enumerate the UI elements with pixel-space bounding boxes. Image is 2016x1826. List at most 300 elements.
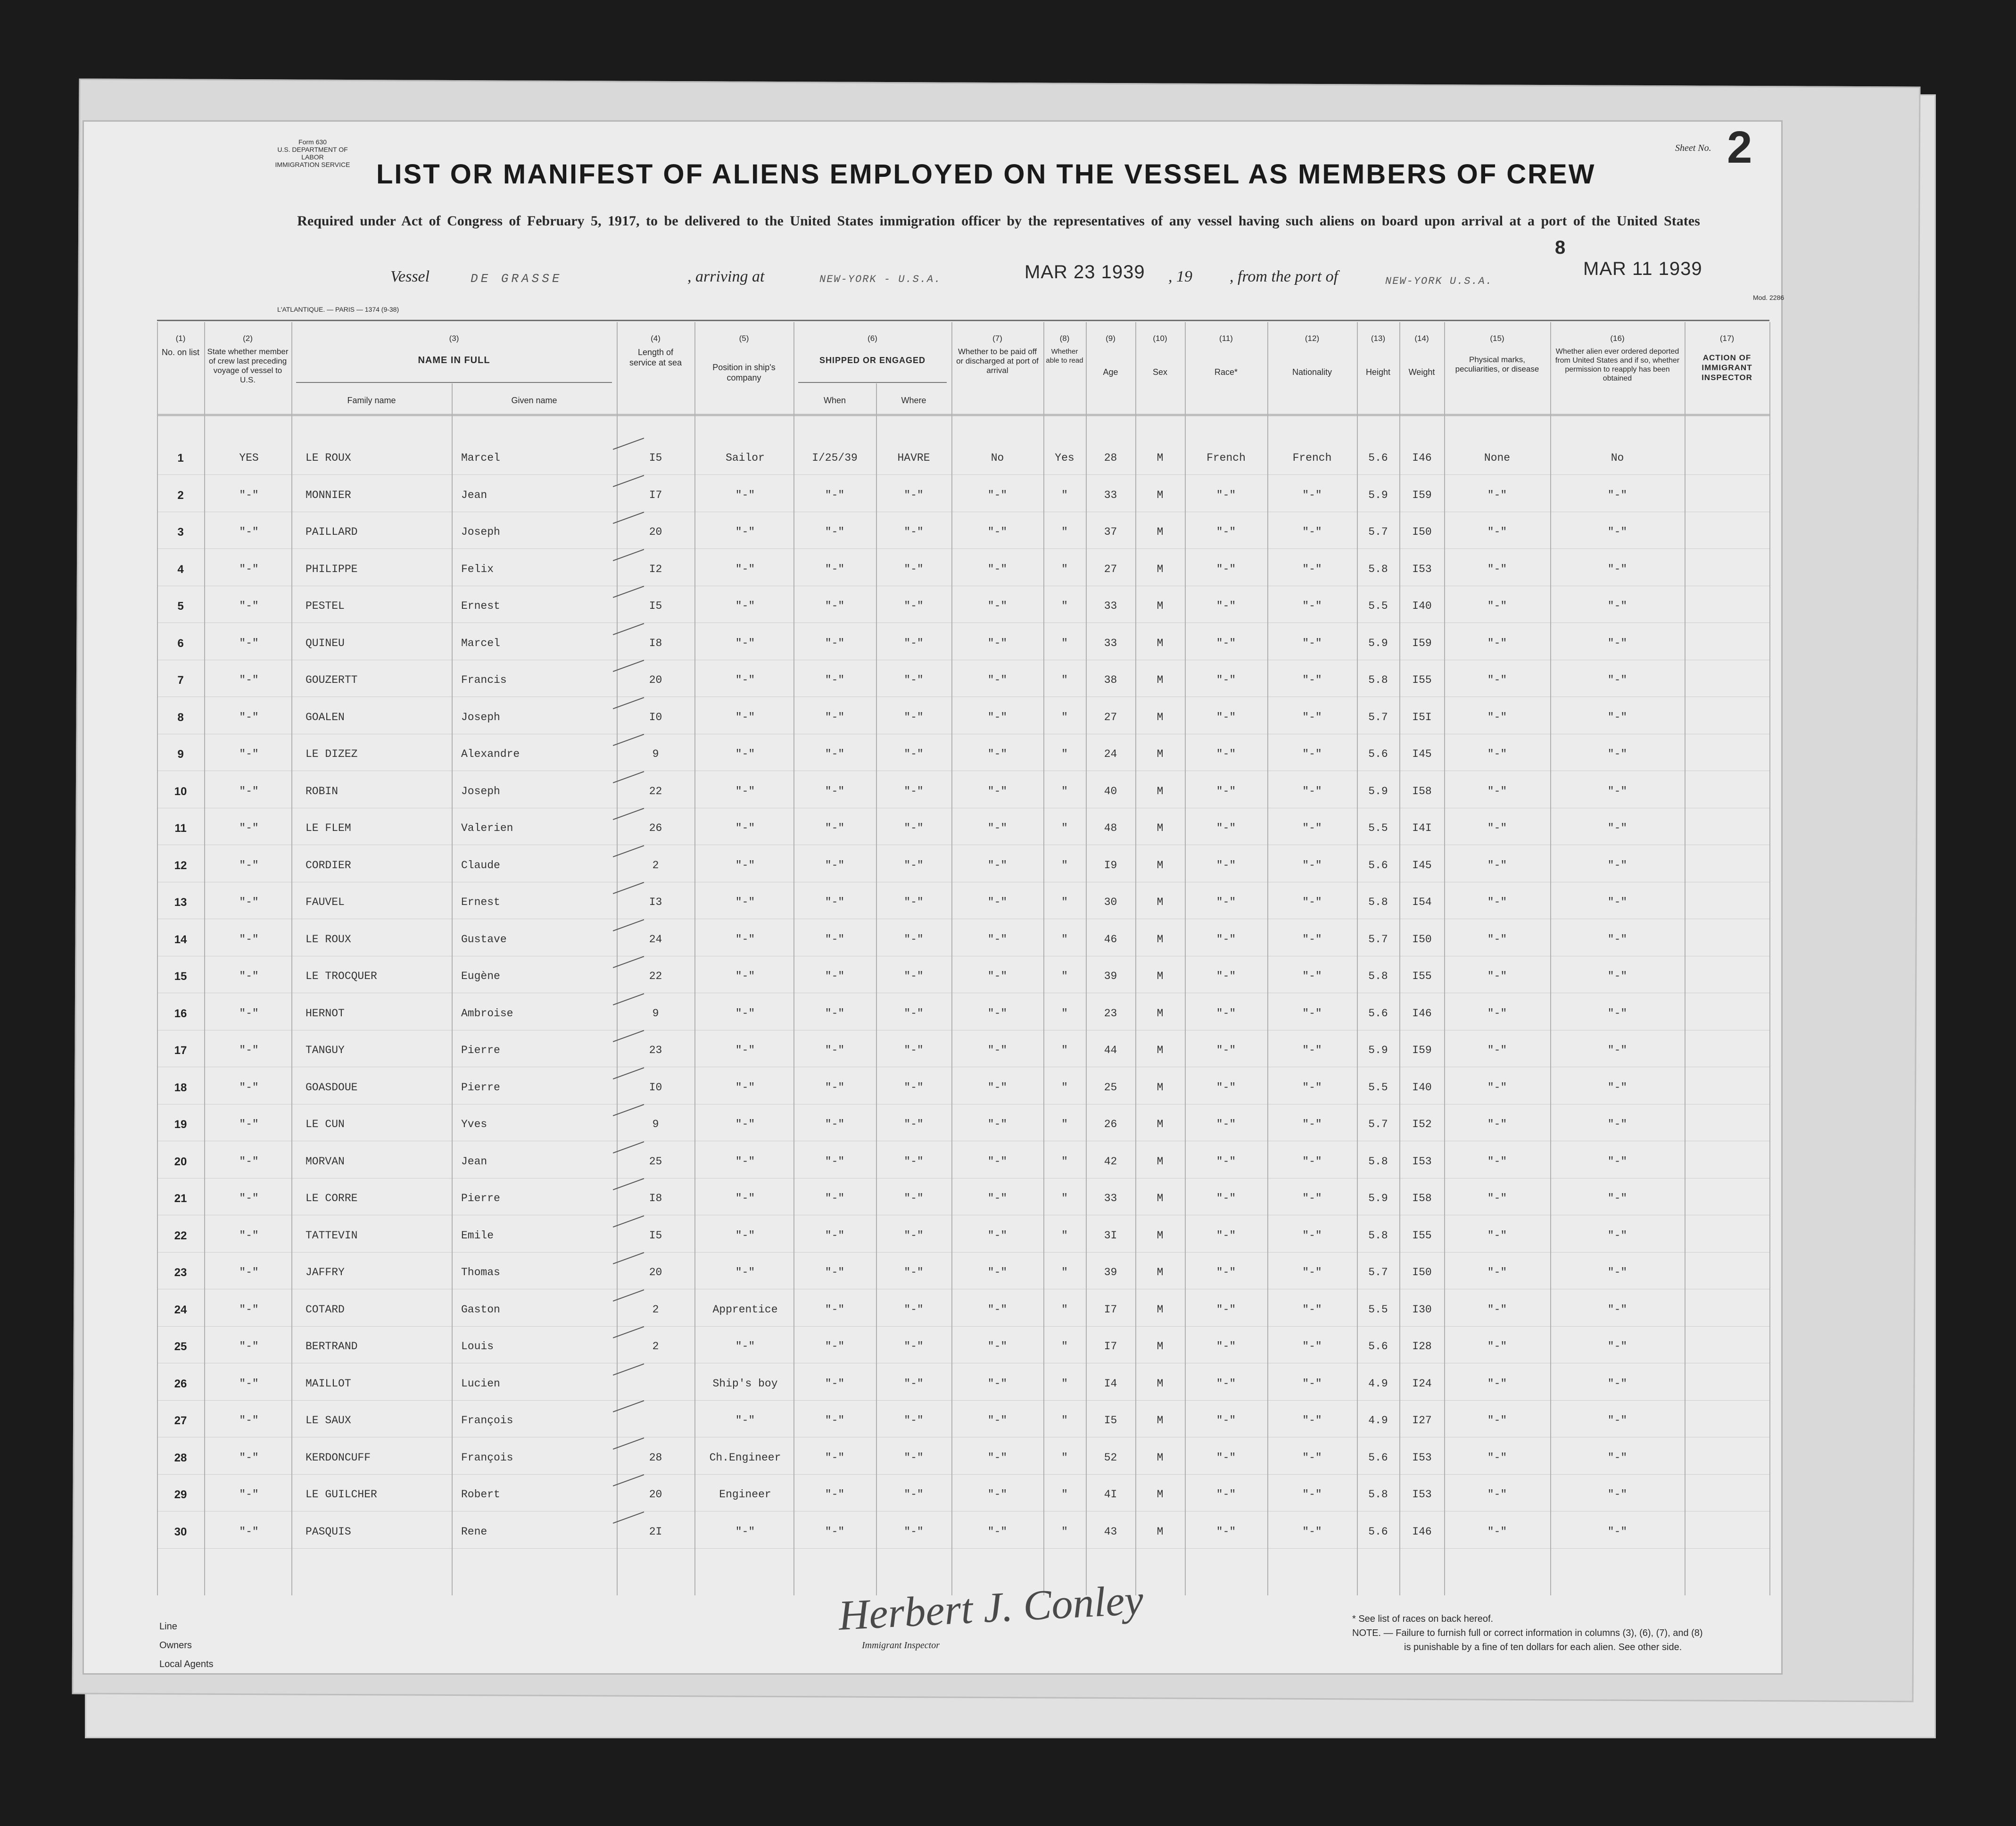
cell-nationality: "-" — [1302, 1007, 1322, 1020]
cell-position: Apprentice — [712, 1303, 778, 1316]
cell-race: "-" — [1216, 1192, 1236, 1204]
cell-able-to-read: " — [1061, 600, 1068, 612]
cell-weight: I50 — [1412, 933, 1432, 946]
cell-shipped-where: "-" — [904, 748, 924, 760]
row-number: 10 — [174, 785, 187, 798]
cell-deported: "-" — [1607, 822, 1628, 834]
cell-service-length: 20 — [649, 1266, 662, 1278]
cell-previous-voyage: "-" — [239, 933, 259, 946]
note-label: NOTE. — — [1352, 1628, 1393, 1638]
row-rule — [157, 1252, 1769, 1253]
cell-service-length: 2 — [652, 859, 659, 872]
cell-paid-off: No — [991, 452, 1004, 464]
column-divider — [1043, 322, 1044, 1595]
row-number: 3 — [177, 526, 184, 539]
cell-race: "-" — [1216, 1414, 1236, 1427]
cell-deported: "-" — [1607, 1488, 1628, 1501]
cell-paid-off: "-" — [987, 1192, 1008, 1204]
cell-shipped-when: "-" — [825, 1118, 845, 1130]
cell-able-to-read: " — [1061, 674, 1068, 686]
cell-shipped-where: "-" — [904, 1340, 924, 1353]
cell-age: 25 — [1104, 1081, 1117, 1094]
cell-paid-off: "-" — [987, 1266, 1008, 1278]
cell-service-length: I5 — [649, 600, 662, 612]
cell-sex: M — [1157, 896, 1164, 908]
cell-service-length: 23 — [649, 1044, 662, 1056]
cell-previous-voyage: "-" — [239, 1229, 259, 1242]
note-text: Failure to furnish full or correct information in columns (3), (6), (7), and (8) — [1396, 1628, 1703, 1638]
cell-family-name: BERTRAND — [306, 1340, 358, 1353]
cell-previous-voyage: "-" — [239, 1414, 259, 1427]
cell-weight: I28 — [1412, 1340, 1432, 1353]
cell-shipped-when: "-" — [825, 1377, 845, 1390]
col-header-deported: Whether alien ever ordered deported from United States and if so, whether permission to reapply has been obtained — [1555, 348, 1680, 382]
cell-physical-marks: "-" — [1487, 1229, 1507, 1242]
cell-service-length: 26 — [649, 822, 662, 834]
cell-shipped-where: "-" — [904, 1451, 924, 1464]
cell-height: 5.8 — [1368, 674, 1388, 686]
cell-previous-voyage: "-" — [239, 785, 259, 797]
departure-date-stamp: MAR 11 1939 — [1583, 258, 1702, 279]
cell-previous-voyage: "-" — [239, 489, 259, 501]
cell-able-to-read: " — [1061, 822, 1068, 834]
row-rule — [157, 474, 1769, 475]
cell-race: "-" — [1216, 563, 1236, 575]
cell-family-name: LE FLEM — [306, 822, 351, 834]
cell-position: "-" — [735, 933, 755, 946]
cell-paid-off: "-" — [987, 526, 1008, 538]
race-footnote: * See list of races on back hereof. — [1352, 1614, 1494, 1624]
cell-physical-marks: "-" — [1487, 1007, 1507, 1020]
cell-nationality: "-" — [1302, 1118, 1322, 1130]
cell-deported: No — [1611, 452, 1624, 464]
cell-age: 30 — [1104, 896, 1117, 908]
cell-age: 27 — [1104, 711, 1117, 723]
department-name: U.S. DEPARTMENT OF LABOR — [277, 146, 348, 161]
cell-previous-voyage: "-" — [239, 1118, 259, 1130]
cell-nationality: "-" — [1302, 711, 1322, 723]
cell-age: I5 — [1104, 1414, 1117, 1427]
cell-paid-off: "-" — [987, 1155, 1008, 1168]
cell-given-name: Lucien — [461, 1377, 500, 1390]
cell-position: "-" — [735, 1044, 755, 1056]
cell-family-name: PASQUIS — [306, 1525, 351, 1538]
owners-label: Owners — [159, 1640, 192, 1651]
cell-given-name: Felix — [461, 563, 494, 575]
cell-paid-off: "-" — [987, 1118, 1008, 1130]
cell-race: "-" — [1216, 711, 1236, 723]
cell-age: 3I — [1104, 1229, 1117, 1242]
cell-service-length: 20 — [649, 674, 662, 686]
cell-sex: M — [1157, 1525, 1164, 1538]
cell-race: "-" — [1216, 674, 1236, 686]
cell-nationality: "-" — [1302, 1081, 1322, 1094]
cell-age: 43 — [1104, 1525, 1117, 1538]
cell-paid-off: "-" — [987, 563, 1008, 575]
cell-paid-off: "-" — [987, 1377, 1008, 1390]
printer-imprint: L'ATLANTIQUE. — PARIS — 1374 (9-38) — [277, 306, 399, 313]
from-port: NEW-YORK U.S.A. — [1385, 275, 1493, 287]
cell-nationality: "-" — [1302, 1414, 1322, 1427]
cell-height: 4.9 — [1368, 1414, 1388, 1427]
cell-position: "-" — [735, 1229, 755, 1242]
inspector-label: Immigrant Inspector — [862, 1640, 940, 1651]
cell-position: "-" — [735, 1266, 755, 1278]
cell-paid-off: "-" — [987, 1525, 1008, 1538]
cell-weight: I4I — [1412, 822, 1432, 834]
cell-deported: "-" — [1607, 748, 1628, 760]
cell-previous-voyage: "-" — [239, 1007, 259, 1020]
cell-deported: "-" — [1607, 600, 1628, 612]
cell-position: "-" — [735, 896, 755, 908]
cell-shipped-where: "-" — [904, 711, 924, 723]
cell-shipped-when: "-" — [825, 637, 845, 649]
line-label: Line — [159, 1621, 177, 1632]
cell-able-to-read: " — [1061, 637, 1068, 649]
cell-age: 33 — [1104, 637, 1117, 649]
cell-paid-off: "-" — [987, 674, 1008, 686]
cell-deported: "-" — [1607, 526, 1628, 538]
cell-race: "-" — [1216, 600, 1236, 612]
cell-able-to-read: " — [1061, 1414, 1068, 1427]
column-divider — [1357, 322, 1358, 1595]
column-number: (13) — [1371, 334, 1386, 343]
cell-deported: "-" — [1607, 933, 1628, 946]
cell-shipped-when: "-" — [825, 1414, 845, 1427]
cell-able-to-read: " — [1061, 933, 1068, 946]
cell-age: 4I — [1104, 1488, 1117, 1501]
row-rule — [157, 1400, 1769, 1401]
cell-previous-voyage: "-" — [239, 1525, 259, 1538]
cell-weight: I50 — [1412, 526, 1432, 538]
sheet-number: 2 — [1727, 122, 1752, 173]
cell-nationality: "-" — [1302, 933, 1322, 946]
cell-shipped-where: "-" — [904, 822, 924, 834]
cell-shipped-where: "-" — [904, 896, 924, 908]
cell-service-length: I2 — [649, 563, 662, 575]
cell-position: "-" — [735, 822, 755, 834]
cell-previous-voyage: "-" — [239, 1266, 259, 1278]
column-divider — [951, 322, 952, 1595]
sheet-number-label: Sheet No. — [1675, 143, 1711, 153]
cell-shipped-where: "-" — [904, 1525, 924, 1538]
cell-deported: "-" — [1607, 896, 1628, 908]
row-number: 1 — [177, 452, 184, 465]
row-number: 13 — [174, 896, 187, 909]
cell-race: French — [1206, 452, 1246, 464]
column-divider — [694, 322, 695, 1595]
cell-able-to-read: " — [1061, 1118, 1068, 1130]
header-subline — [798, 382, 947, 383]
col-header-name: NAME IN FULL — [418, 355, 490, 365]
column-number: (12) — [1305, 334, 1320, 343]
cell-paid-off: "-" — [987, 1007, 1008, 1020]
cell-position: "-" — [735, 1192, 755, 1204]
column-divider — [1769, 322, 1770, 1595]
row-number: 14 — [174, 933, 187, 946]
cell-given-name: Robert — [461, 1488, 500, 1501]
row-number: 30 — [174, 1525, 187, 1538]
stamp-number: 8 — [1555, 237, 1566, 258]
cell-family-name: LE ROUX — [306, 452, 351, 464]
cell-physical-marks: "-" — [1487, 711, 1507, 723]
cell-weight: I55 — [1412, 1229, 1432, 1242]
cell-service-length: 22 — [649, 970, 662, 982]
cell-family-name: JAFFRY — [306, 1266, 345, 1278]
cell-physical-marks: "-" — [1487, 785, 1507, 797]
column-divider — [876, 383, 877, 1595]
cell-age: I7 — [1104, 1303, 1117, 1316]
cell-sex: M — [1157, 1303, 1164, 1316]
cell-age: 52 — [1104, 1451, 1117, 1464]
cell-race: "-" — [1216, 1303, 1236, 1316]
row-number: 29 — [174, 1488, 187, 1501]
cell-weight: I5I — [1412, 711, 1432, 723]
cell-position: "-" — [735, 1414, 755, 1427]
cell-height: 5.9 — [1368, 1192, 1388, 1204]
col-header-previous-voyage: State whether member of crew last preceding voyage of vessel to U.S. — [207, 347, 289, 384]
cell-shipped-when: "-" — [825, 1007, 845, 1020]
cell-position: Ch.Engineer — [709, 1451, 781, 1464]
cell-race: "-" — [1216, 1007, 1236, 1020]
column-number: (16) — [1610, 334, 1625, 343]
col-header-inspector-action: ACTION OF IMMIGRANT INSPECTOR — [1702, 353, 1752, 382]
cell-weight: I46 — [1412, 1007, 1432, 1020]
col-header-sex: Sex — [1152, 367, 1168, 377]
cell-height: 5.7 — [1368, 711, 1388, 723]
row-number: 4 — [177, 563, 184, 576]
cell-nationality: French — [1292, 452, 1332, 464]
cell-sex: M — [1157, 822, 1164, 834]
col-header-nationality: Nationality — [1292, 367, 1332, 377]
cell-sex: M — [1157, 1340, 1164, 1353]
column-number: (17) — [1719, 334, 1735, 343]
row-number: 23 — [174, 1266, 187, 1279]
cell-deported: "-" — [1607, 1377, 1628, 1390]
cell-shipped-when: "-" — [825, 563, 845, 575]
cell-physical-marks: "-" — [1487, 896, 1507, 908]
cell-paid-off: "-" — [987, 822, 1008, 834]
header-subline — [296, 382, 612, 383]
row-number: 6 — [177, 637, 184, 650]
cell-sex: M — [1157, 1488, 1164, 1501]
cell-physical-marks: "-" — [1487, 1414, 1507, 1427]
cell-nationality: "-" — [1302, 785, 1322, 797]
cell-age: 38 — [1104, 674, 1117, 686]
header-separator — [157, 414, 1769, 416]
cell-shipped-when: "-" — [825, 785, 845, 797]
cell-age: I7 — [1104, 1340, 1117, 1353]
cell-race: "-" — [1216, 637, 1236, 649]
cell-shipped-where: "-" — [904, 785, 924, 797]
cell-sex: M — [1157, 785, 1164, 797]
cell-family-name: PHILIPPE — [306, 563, 358, 575]
cell-given-name: Alexandre — [461, 748, 520, 760]
cell-previous-voyage: "-" — [239, 674, 259, 686]
cell-nationality: "-" — [1302, 1451, 1322, 1464]
cell-age: 48 — [1104, 822, 1117, 834]
cell-sex: M — [1157, 859, 1164, 872]
cell-sex: M — [1157, 1192, 1164, 1204]
cell-given-name: Pierre — [461, 1044, 500, 1056]
cell-able-to-read: " — [1061, 748, 1068, 760]
cell-age: 44 — [1104, 1044, 1117, 1056]
cell-paid-off: "-" — [987, 637, 1008, 649]
cell-family-name: FAUVEL — [306, 896, 345, 908]
cell-previous-voyage: "-" — [239, 1192, 259, 1204]
row-number: 5 — [177, 600, 184, 613]
cell-deported: "-" — [1607, 785, 1628, 797]
cell-position: Ship's boy — [712, 1377, 778, 1390]
cell-shipped-when: "-" — [825, 489, 845, 501]
cell-able-to-read: " — [1061, 1340, 1068, 1353]
cell-shipped-where: "-" — [904, 933, 924, 946]
cell-shipped-where: "-" — [904, 1081, 924, 1094]
cell-age: 27 — [1104, 563, 1117, 575]
note-text-continued: is punishable by a fine of ten dollars for each alien. See other side. — [1404, 1642, 1682, 1652]
cell-family-name: LE TROCQUER — [306, 970, 377, 982]
cell-physical-marks: "-" — [1487, 859, 1507, 872]
model-number: Mod. 2286 — [1753, 294, 1785, 301]
cell-shipped-where: "-" — [904, 1118, 924, 1130]
col-header-shipped-when: When — [823, 396, 846, 405]
cell-able-to-read: " — [1061, 1155, 1068, 1168]
cell-age: I9 — [1104, 859, 1117, 872]
cell-shipped-where: "-" — [904, 859, 924, 872]
cell-weight: I45 — [1412, 748, 1432, 760]
cell-physical-marks: "-" — [1487, 1118, 1507, 1130]
cell-deported: "-" — [1607, 489, 1628, 501]
column-divider — [204, 322, 205, 1595]
cell-deported: "-" — [1607, 1414, 1628, 1427]
cell-weight: I46 — [1412, 1525, 1432, 1538]
row-number: 27 — [174, 1414, 187, 1427]
cell-able-to-read: " — [1061, 489, 1068, 501]
cell-shipped-when: "-" — [825, 822, 845, 834]
cell-service-length: 24 — [649, 933, 662, 946]
cell-previous-voyage: "-" — [239, 1044, 259, 1056]
cell-service-length: 20 — [649, 1488, 662, 1501]
row-number: 22 — [174, 1229, 187, 1242]
cell-sex: M — [1157, 748, 1164, 760]
cell-shipped-where: "-" — [904, 1414, 924, 1427]
cell-age: 33 — [1104, 489, 1117, 501]
form-number: Form 630 — [298, 138, 327, 146]
cell-family-name: COTARD — [306, 1303, 345, 1316]
cell-service-length: 2I — [649, 1525, 662, 1538]
cell-given-name: Pierre — [461, 1081, 500, 1094]
cell-nationality: "-" — [1302, 563, 1322, 575]
cell-given-name: Rene — [461, 1525, 487, 1538]
cell-race: "-" — [1216, 970, 1236, 982]
cell-shipped-where: "-" — [904, 1377, 924, 1390]
column-number: (10) — [1153, 334, 1167, 343]
cell-able-to-read: " — [1061, 711, 1068, 723]
cell-family-name: MORVAN — [306, 1155, 345, 1168]
cell-weight: I55 — [1412, 674, 1432, 686]
cell-age: 26 — [1104, 1118, 1117, 1130]
from-port-label: , from the port of — [1230, 268, 1338, 285]
cell-weight: I53 — [1412, 563, 1432, 575]
col-header-shipped-where: Where — [901, 396, 926, 405]
cell-family-name: TATTEVIN — [306, 1229, 358, 1242]
row-rule — [157, 548, 1769, 549]
col-header-race: Race* — [1214, 367, 1238, 377]
service-name: IMMIGRATION SERVICE — [275, 161, 350, 168]
cell-deported: "-" — [1607, 711, 1628, 723]
page-title: LIST OR MANIFEST OF ALIENS EMPLOYED ON THE VESSEL AS MEMBERS OF CREW — [376, 159, 1596, 190]
cell-sex: M — [1157, 1044, 1164, 1056]
cell-race: "-" — [1216, 1081, 1236, 1094]
cell-physical-marks: "-" — [1487, 1451, 1507, 1464]
cell-nationality: "-" — [1302, 1044, 1322, 1056]
cell-age: I4 — [1104, 1377, 1117, 1390]
cell-service-length: 20 — [649, 526, 662, 538]
row-rule — [157, 1326, 1769, 1327]
cell-shipped-where: "-" — [904, 674, 924, 686]
cell-race: "-" — [1216, 1118, 1236, 1130]
cell-nationality: "-" — [1302, 1340, 1322, 1353]
cell-sex: M — [1157, 933, 1164, 946]
cell-sex: M — [1157, 563, 1164, 575]
row-number: 20 — [174, 1155, 187, 1168]
cell-paid-off: "-" — [987, 748, 1008, 760]
cell-paid-off: "-" — [987, 1229, 1008, 1242]
cell-shipped-where: "-" — [904, 1229, 924, 1242]
cell-weight: I24 — [1412, 1377, 1432, 1390]
cell-previous-voyage: "-" — [239, 1451, 259, 1464]
cell-previous-voyage: "-" — [239, 637, 259, 649]
row-number: 2 — [177, 489, 184, 502]
cell-weight: I50 — [1412, 1266, 1432, 1278]
manifest-sheet — [83, 120, 1783, 1675]
cell-nationality: "-" — [1302, 748, 1322, 760]
cell-service-length: I3 — [649, 896, 662, 908]
column-divider — [1685, 322, 1686, 1595]
row-number: 18 — [174, 1081, 187, 1094]
cell-race: "-" — [1216, 526, 1236, 538]
cell-race: "-" — [1216, 1155, 1236, 1168]
cell-race: "-" — [1216, 1525, 1236, 1538]
cell-family-name: TANGUY — [306, 1044, 345, 1056]
cell-sex: M — [1157, 452, 1164, 464]
cell-deported: "-" — [1607, 563, 1628, 575]
cell-position: "-" — [735, 600, 755, 612]
cell-nationality: "-" — [1302, 1229, 1322, 1242]
cell-previous-voyage: "-" — [239, 896, 259, 908]
cell-able-to-read: " — [1061, 1192, 1068, 1204]
cell-height: 5.9 — [1368, 785, 1388, 797]
cell-deported: "-" — [1607, 1451, 1628, 1464]
cell-age: 46 — [1104, 933, 1117, 946]
cell-position: "-" — [735, 526, 755, 538]
row-number: 21 — [174, 1192, 187, 1205]
col-header-number: No. on list — [161, 348, 200, 357]
cell-shipped-when: "-" — [825, 1525, 845, 1538]
column-number: (6) — [868, 334, 877, 343]
cell-shipped-where: "-" — [904, 1488, 924, 1501]
cell-physical-marks: "-" — [1487, 1377, 1507, 1390]
cell-physical-marks: "-" — [1487, 526, 1507, 538]
cell-shipped-where: "-" — [904, 970, 924, 982]
cell-physical-marks: "-" — [1487, 1488, 1507, 1501]
cell-family-name: MONNIER — [306, 489, 351, 501]
cell-weight: I59 — [1412, 637, 1432, 649]
cell-family-name: LE DIZEZ — [306, 748, 358, 760]
row-number: 26 — [174, 1377, 187, 1390]
cell-height: 5.7 — [1368, 1118, 1388, 1130]
cell-sex: M — [1157, 1081, 1164, 1094]
